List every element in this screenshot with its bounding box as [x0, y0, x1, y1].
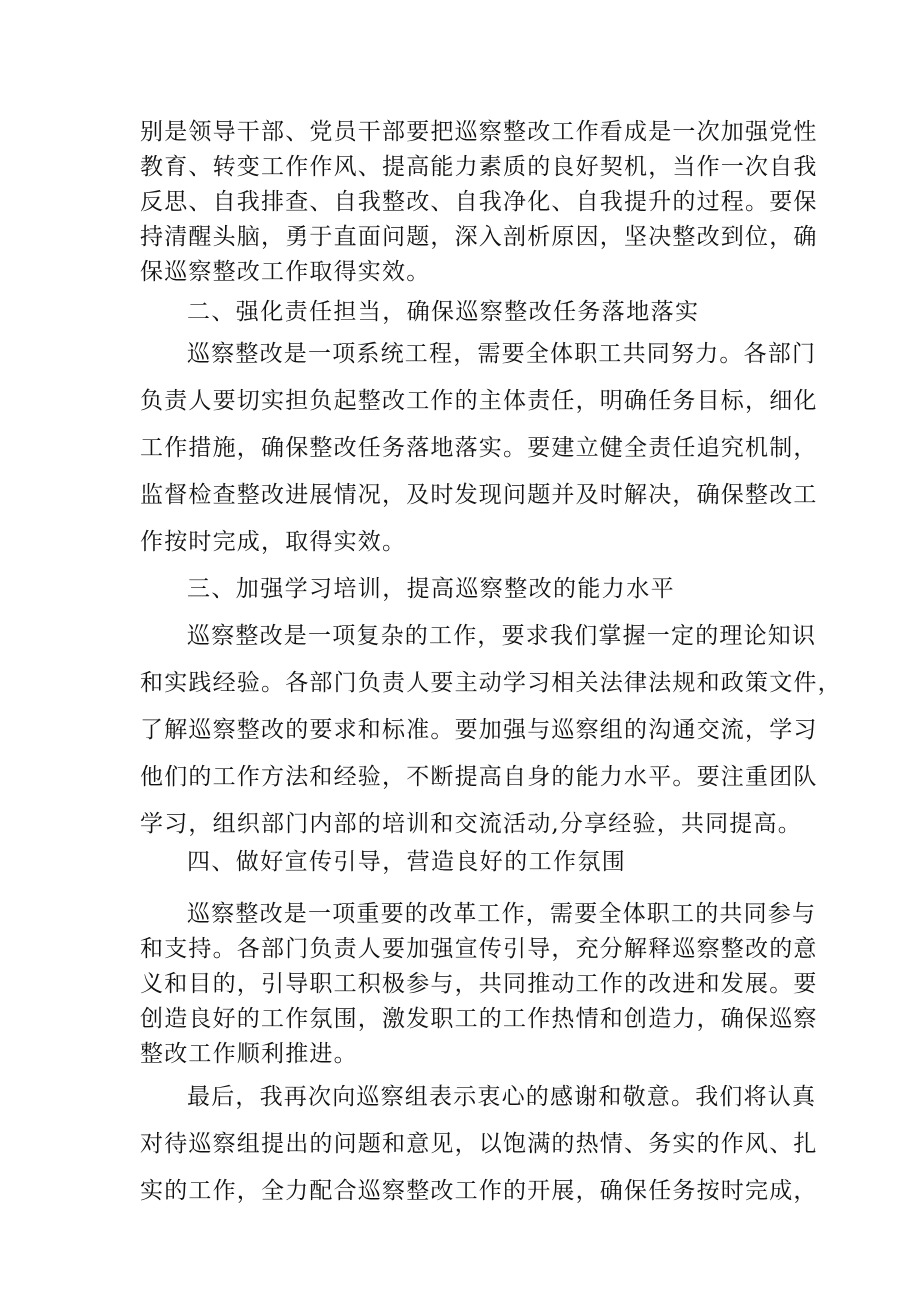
text-line: 作按时完成，取得实效。 [140, 529, 407, 555]
text-line: 学习，组织部门内部的培训和交流活动,分享经验，共同提高。 [140, 811, 802, 837]
text-line: 巡察整改是一项系统工程，需要全体职工共同努力。各部门 [187, 341, 817, 367]
section-heading-4: 四、做好宣传引导，营造良好的工作氛围 [187, 849, 627, 875]
text-line: 持清醒头脑，勇于直面问题，深入剖析原因，坚决整改到位，确 [140, 224, 818, 250]
text-line: 巡察整改是一项重要的改革工作，需要全体职工的共同参与 [187, 901, 817, 927]
text-line: 监督检查整改进展情况，及时发现问题并及时解决，确保整改工 [140, 482, 818, 508]
text-line: 教育、转变工作作风、提高能力素质的良好契机，当作一次自我 [140, 154, 818, 180]
text-line: 了解巡察整改的要求和标准。要加强与巡察组的沟通交流，学习 [140, 717, 818, 743]
text-line: 他们的工作方法和经验，不断提高自身的能力水平。要注重团队 [140, 764, 818, 790]
text-line: 工作措施，确保整改任务落地落实。要建立健全责任追究机制， [140, 435, 818, 461]
text-line: 义和目的，引导职工积极参与，共同推动工作的改进和发展。要 [140, 971, 818, 997]
text-line: 别是领导干部、党员干部要把巡察整改工作看成是一次加强党性 [140, 119, 818, 145]
text-line: 负责人要切实担负起整改工作的主体责任，明确任务目标，细化 [140, 388, 818, 414]
text-line: 最后，我再次向巡察组表示衷心的感谢和敬意。我们将认真 [187, 1084, 817, 1110]
text-line: 对待巡察组提出的问题和意见，以饱满的热情、务实的作风、扎 [140, 1131, 818, 1157]
text-line: 巡察整改是一项复杂的工作，要求我们掌握一定的理论知识 [187, 623, 817, 649]
text-line: 实的工作，全力配合巡察整改工作的开展，确保任务按时完成， [140, 1178, 818, 1204]
text-line: 反思、自我排查、自我整改、自我净化、自我提升的过程。要保 [140, 189, 818, 215]
text-line: 整改工作顺利推进。 [140, 1041, 358, 1067]
section-heading-3: 三、加强学习培训，提高巡察整改的能力水平 [187, 576, 675, 602]
section-heading-2: 二、强化责任担当，确保巡察整改任务落地落实 [187, 299, 700, 325]
text-line: 和支持。各部门负责人要加强宣传引导，充分解释巡察整改的意 [140, 936, 818, 962]
text-line: 创造良好的工作氛围，激发职工的工作热情和创造力，确保巡察 [140, 1006, 818, 1032]
text-line: 和实践经验。各部门负责人要主动学习相关法律法规和政策文件， [140, 670, 842, 696]
text-line: 保巡察整改工作取得实效。 [140, 259, 431, 285]
